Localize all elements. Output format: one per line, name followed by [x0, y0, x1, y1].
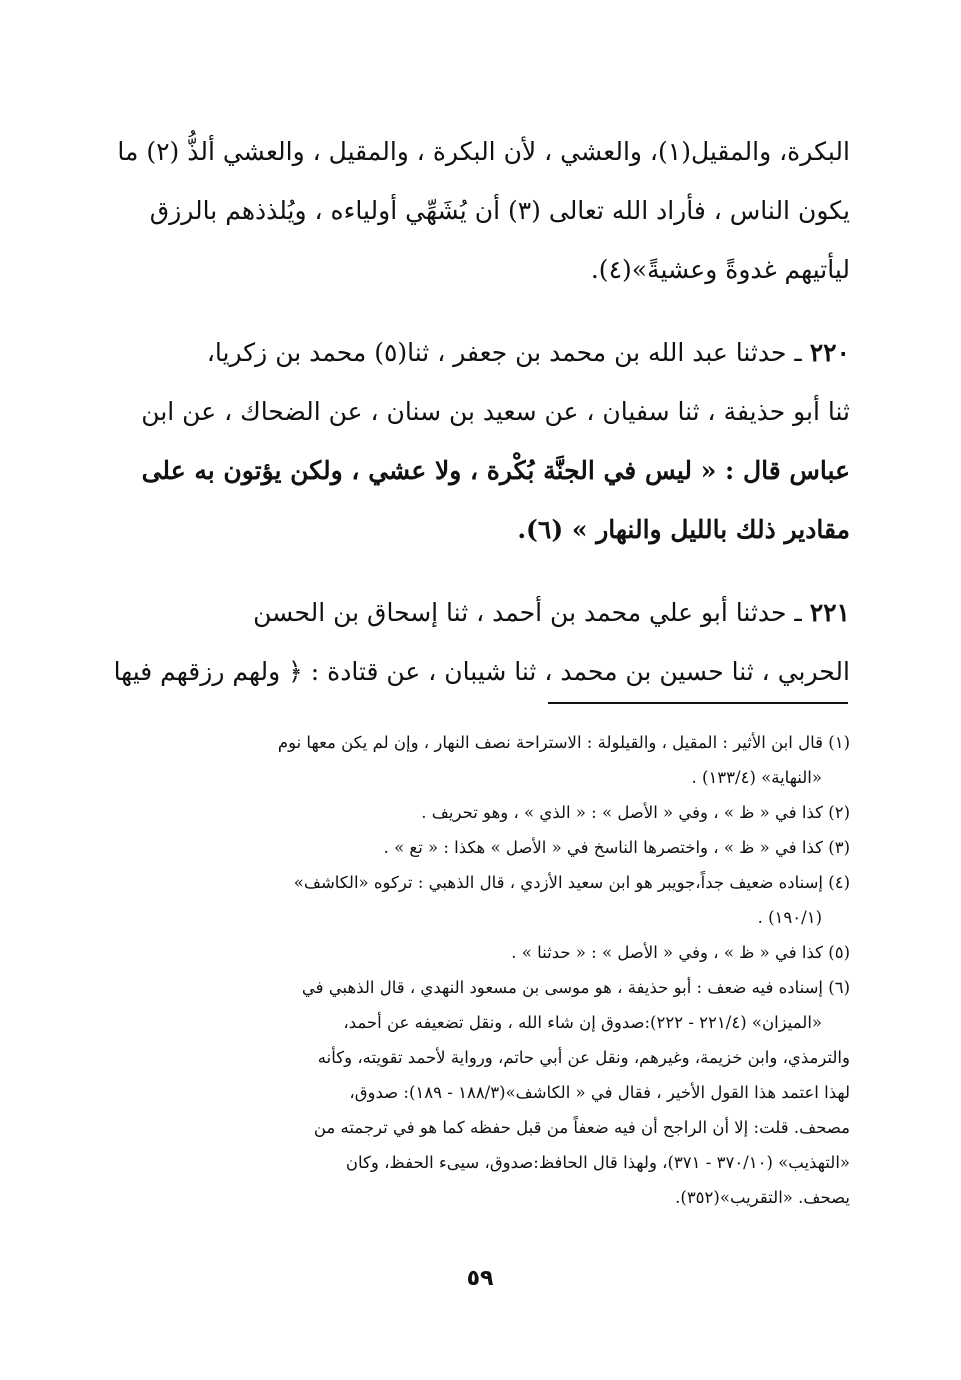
text-line: ثنا أبو حذيفة ، ثنا سفيان ، عن سعيد بن سنان ، عن الضحاك ، عن ابن	[141, 397, 850, 426]
footnote-line: «التهذيب» (٣٧٠/١٠ - ٣٧١)، ولهذا قال الحافظ:صدوق، سيىء الحفظ، وكان	[345, 1153, 850, 1172]
page-number: ٥٩	[466, 1266, 494, 1291]
text-line: البكرة، والمقيل(١)، والعشي ، لأن البكرة ، والمقيل ، والعشي ألذُّ (٢) ما	[117, 137, 850, 166]
footnote-line: (٣) كذا في « ظ » ، واختصرها الناسخ في « الأصل » هكذا : « تع » .	[383, 838, 850, 857]
footnote-line: يصحف. «التقريب»(٣٥٢).	[675, 1188, 850, 1207]
text-line: مقادير ذلك بالليل والنهار » (٦).	[517, 515, 850, 544]
footnote-line: (٥) كذا في « ظ » ، وفي « الأصل » : « حدثنا » .	[511, 943, 850, 962]
footnote-line: (١) قال ابن الأثير : المقيل ، والقيلولة : الاستراحة نصف النهار ، وإن لم يكن معها نوم	[277, 733, 850, 752]
footnote-line: لهذا اعتمد هذا القول الأخير ، فقال في « الكاشف»(١٨٨/٣ - ١٨٩): صدوق،	[349, 1083, 850, 1102]
hadith-text: ـ حدثنا أبو علي محمد بن أحمد ، ثنا إسحاق بن الحسن	[253, 598, 802, 627]
footnote-line: «الميزان» (٢٢١/٤ - ٢٢٢):صدوق إن شاء الله ، ونقل تضعيفه عن أحمد،	[343, 1013, 822, 1032]
footnote-line: (٦) إسناده فيه ضعف : أبو حذيفة ، هو موسى بن مسعود النهدي ، قال الذهبي في	[301, 978, 850, 997]
text-line: الحربي ، ثنا حسين بن محمد ، ثنا شيبان ، عن قتادة : ﴿ ولهم رزقهم فيها	[113, 657, 850, 686]
text-line: عباس قال : « ليس في الجنَّة بُكْرة ، ولا عشي ، ولكن يؤتون به على	[141, 456, 850, 485]
footnote-line: والترمذي، وابن خزيمة، وغيرهم، ونقل عن أبي حاتم، ورواية لأحمد تقويته، وكأنه	[317, 1048, 850, 1067]
footnote-line: مصحف. قلت: إلا أن الراجح أن فيه ضعفاً من قبل حفظه كما هو في ترجمته من	[313, 1118, 850, 1137]
hadith-number: ٢٢١	[809, 598, 850, 627]
text-line: ليأتيهم غدوةً وعشيةً»(٤).	[590, 255, 850, 284]
main-text	[113, 122, 850, 701]
footnote-line: «النهاية» (١٣٣/٤) .	[691, 768, 822, 787]
text-line	[165, 323, 850, 382]
footnote-separator	[548, 702, 848, 704]
hadith-number: ٢٢٠	[809, 338, 850, 367]
text-line: يكون الناس ، فأراد الله تعالى (٣) أن يُشَهِّي أولياءه ، ويُلذذهم بالرزق	[149, 196, 850, 225]
footnote-line: (٤) إسناده ضعيف جداً،جويبر هو ابن سعيد الأزدي ، قال الذهبي : تركوه «الكاشف»	[293, 873, 850, 892]
text-line	[165, 583, 850, 642]
footnote-line: (٢) كذا في « ظ » ، وفي « الأصل » : « الذي » ، وهو تحريف .	[421, 803, 850, 822]
footnotes	[165, 725, 850, 1215]
hadith-text: ـ حدثنا عبد الله بن محمد بن جعفر ، ثنا(٥) محمد بن زكريا،	[206, 338, 802, 367]
footnote-line: (١٩٠/١) .	[757, 908, 822, 927]
